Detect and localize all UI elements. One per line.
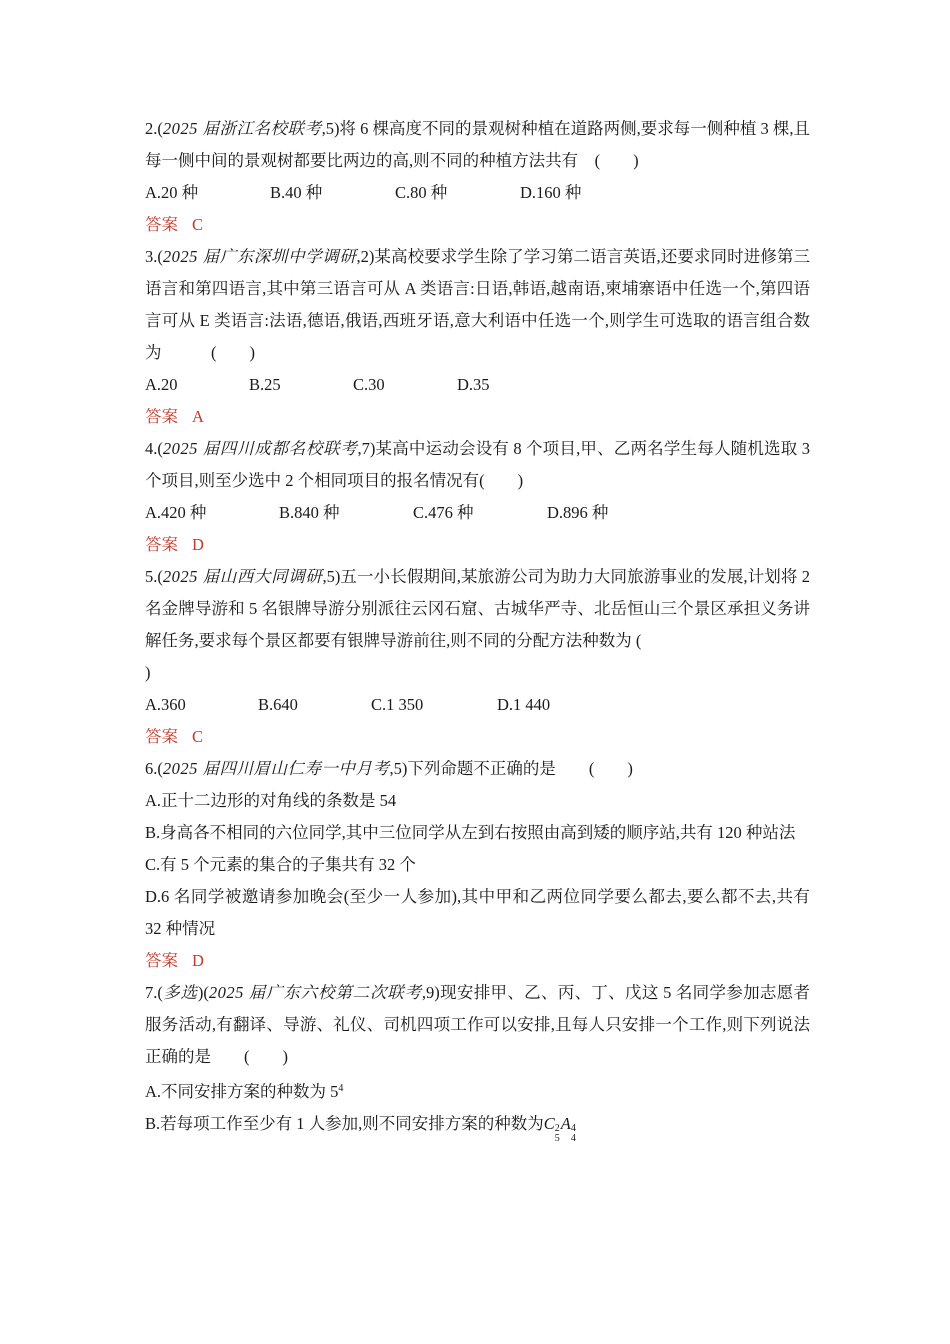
question-4 — [145, 433, 810, 497]
option-a: A.20 — [145, 375, 178, 394]
option-c: C.80 种 — [395, 183, 448, 202]
question-7 — [145, 977, 810, 1073]
option-b: B.840 种 — [279, 503, 340, 522]
arrangement-sup: 4 — [570, 1123, 576, 1134]
combination-sup: 2 — [554, 1123, 560, 1134]
option-b-text: B.若每项工作至少有 1 人参加,则不同安排方案的种数为 — [145, 1114, 544, 1133]
question-number: 2.( — [145, 119, 163, 138]
option-c: C.476 种 — [413, 503, 474, 522]
combination-symbol: C — [543, 1114, 555, 1133]
question-number: 3.( — [145, 247, 163, 266]
question-2 — [145, 113, 810, 177]
question-text: ,7)某高中运动会设有 8 个项目,甲、乙两名学生每人随机选取 3 个项目,则至少选中 2 个相同项目的报名情况有( ) — [145, 439, 811, 490]
answer-label: 答案 — [145, 727, 178, 746]
question-5 — [145, 561, 810, 689]
option-a-exponent: 4 — [338, 1083, 344, 1094]
question-tag-close: )( — [197, 983, 209, 1002]
option-d: D.1 440 — [497, 695, 551, 714]
option-c: C.30 — [353, 375, 385, 394]
question-text-close: ) — [145, 663, 151, 682]
question-4-options — [145, 497, 810, 529]
option-a: A.420 种 — [145, 503, 207, 522]
answer-value: D — [192, 951, 204, 970]
answer-2 — [145, 209, 810, 241]
answer-label: 答案 — [145, 951, 178, 970]
question-2-options — [145, 177, 810, 209]
answer-value: C — [192, 727, 204, 746]
option-b: B.身高各不相同的六位同学,其中三位同学从左到右按照由高到矮的顺序站,共有 120 种站法 — [145, 823, 796, 842]
question-3-options — [145, 369, 810, 401]
arrangement-symbol: A — [560, 1114, 571, 1133]
option-d: D.896 种 — [547, 503, 609, 522]
option-c: C.有 5 个元素的集合的子集共有 32 个 — [145, 855, 416, 874]
question-5-options — [145, 689, 810, 721]
option-a: A.20 种 — [145, 183, 199, 202]
option-d: D.6 名同学被邀请参加晚会(至少一人参加),其中甲和乙两位同学要么都去,要么都不去,共有 32 种情况 — [145, 887, 810, 938]
answer-4 — [145, 529, 810, 561]
option-b: B.640 — [258, 695, 298, 714]
option-b: B.40 种 — [270, 183, 323, 202]
answer-label: 答案 — [145, 407, 178, 426]
arrangement-sub: 4 — [570, 1133, 576, 1144]
answer-value: D — [192, 535, 204, 554]
question-source: 2025 届山西大同调研 — [162, 567, 323, 586]
question-number: 7.( — [145, 983, 163, 1002]
answer-label: 答案 — [145, 215, 178, 234]
combination-indices — [555, 1124, 560, 1144]
question-3 — [145, 241, 810, 369]
answer-label: 答案 — [145, 535, 178, 554]
question-source: 2025 届四川成都名校联考 — [162, 439, 358, 458]
answer-value: C — [192, 215, 204, 234]
arrangement-indices — [571, 1124, 576, 1144]
question-number: 4.( — [145, 439, 163, 458]
option-a — [145, 1073, 810, 1108]
answer-value: A — [192, 407, 204, 426]
question-number: 5.( — [145, 567, 163, 586]
answer-5 — [145, 721, 810, 753]
question-text: ,5)将 6 棵高度不同的景观树种植在道路两侧,要求每一侧种植 3 棵,且每一侧中间的景观树都要比两边的高,则不同的种植方法共有 ( ) — [145, 119, 810, 170]
question-text: ,9)现安排甲、乙、丙、丁、戊这 5 名同学参加志愿者服务活动,有翻译、导游、礼仪、司机四项工作可以安排,且每人只安排一个工作,则下列说法正确的是 ( ) — [145, 983, 811, 1066]
option-d: D.35 — [457, 375, 490, 394]
question-number: 6.( — [145, 759, 163, 778]
question-text: ,5)下列命题不正确的是 ( ) — [389, 759, 633, 778]
question-text: ,5)五一小长假期间,某旅游公司为助力大同旅游事业的发展,计划将 2 名金牌导游和 5 名银牌导游分别派往云冈石窟、古城华严寺、北岳恒山三个景区承担义务讲解任务,要求每个景区都要有银牌导游前往,则不同的分配方法种数为 ( — [145, 567, 811, 650]
option-a-text: A.不同安排方案的种数为 5 — [145, 1082, 339, 1101]
combination-sub: 5 — [554, 1133, 560, 1144]
option-b — [145, 1108, 810, 1144]
option-c: C.1 350 — [371, 695, 424, 714]
question-source: 2025 届四川眉山仁寿一中月考 — [162, 759, 390, 778]
answer-6 — [145, 945, 810, 977]
question-6 — [145, 753, 810, 785]
option-a: A.360 — [145, 695, 186, 714]
document-page — [145, 113, 810, 1144]
question-text: ,2)某高校要求学生除了学习第二语言英语,还要求同时进修第三语言和第四语言,其中第三语言可从 A 类语言:日语,韩语,越南语,柬埔寨语中任选一个,第四语言可从 E 类语言:法语,德语,俄语,西班牙语,意大利语中任选一个,则学生可选取的语言组合数为 ( ) — [145, 247, 811, 362]
option-a: A.正十二边形的对角线的条数是 54 — [145, 791, 397, 810]
option-b: B.25 — [249, 375, 281, 394]
question-source: 2025 届广东深圳中学调研 — [162, 247, 357, 266]
question-source: 2025 届浙江名校联考 — [162, 119, 322, 138]
question-tag: 多选 — [162, 983, 198, 1002]
option-d: D.160 种 — [520, 183, 582, 202]
answer-3 — [145, 401, 810, 433]
question-source: 2025 届广东六校第二次联考 — [208, 983, 422, 1002]
